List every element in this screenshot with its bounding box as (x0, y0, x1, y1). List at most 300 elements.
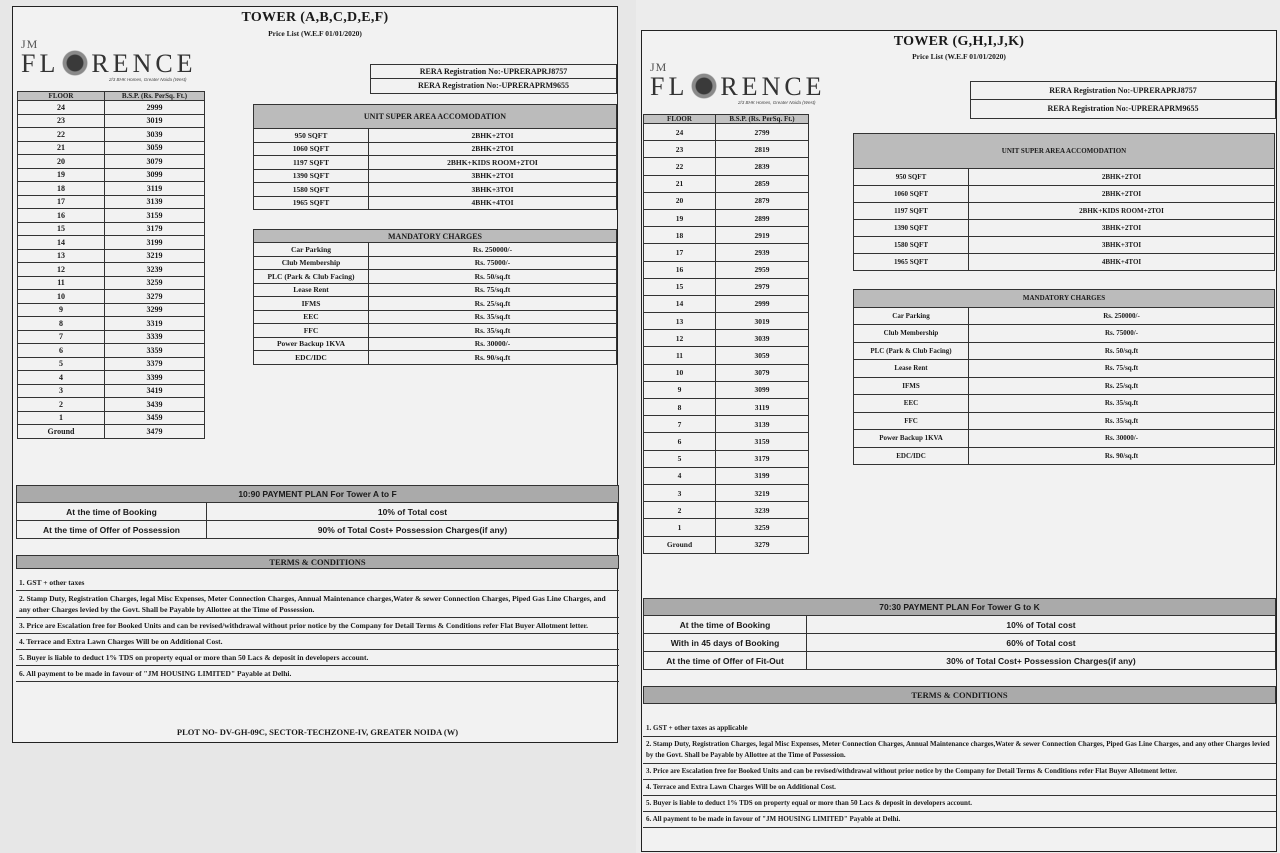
charge-name-cell: PLC (Park & Club Facing) (854, 342, 969, 360)
logo-name (650, 72, 826, 102)
floor-cell: 10 (18, 290, 105, 304)
floor-row (644, 192, 809, 209)
mandatory-charges-table (853, 289, 1275, 465)
floor-row (18, 114, 205, 128)
term-item: 2. Stamp Duty, Registration Charges, legal Misc Expenses, Meter Connection Charges, Annual Maintenance charges,Water & sewer Connection Charges, Piped Gas Line Charges, and any other Charges levied by the Govt. Shall be Payable by Allottee at the Time of Possession. (16, 591, 619, 618)
bsp-price-cell: 3119 (105, 182, 205, 196)
floor-cell: 1 (644, 519, 716, 536)
floor-row (18, 236, 205, 250)
charge-row (254, 297, 617, 311)
charge-row (854, 447, 1275, 465)
floor-cell: 14 (644, 295, 716, 312)
logo-jm-text: JM (650, 60, 668, 74)
unit-config-cell: 2BHK+KIDS ROOM+2TOI (969, 203, 1275, 220)
bsp-price-cell: 3099 (105, 168, 205, 182)
charge-name-cell: EEC (854, 395, 969, 413)
term-item: 6. All payment to be made in favour of "JM HOUSING LIMITED" Payable at Delhi. (16, 666, 619, 682)
unit-table-header: UNIT SUPER AREA ACCOMODATION (254, 105, 617, 129)
charge-name-cell: Lease Rent (254, 283, 369, 297)
charge-row (854, 430, 1275, 448)
floor-row (18, 344, 205, 358)
unit-area-cell: 1060 SQFT (254, 142, 369, 156)
unit-config-cell: 3BHK+3TOI (969, 237, 1275, 254)
payment-plan-header: 10:90 PAYMENT PLAN For Tower A to F (17, 486, 619, 503)
charge-name-cell: Car Parking (254, 243, 369, 257)
unit-area-cell: 950 SQFT (254, 129, 369, 143)
bsp-price-cell: 3279 (716, 536, 809, 553)
term-item: 2. Stamp Duty, Registration Charges, legal Misc Expenses, Meter Connection Charges, Annual Maintenance charges,Water & sewer Connection Charges, Piped Gas Line Charges, and any other Charges levied by the Govt. Shall be Payable by Allottee at the Time of Possession. (643, 737, 1276, 764)
unit-config-cell: 2BHK+2TOI (969, 169, 1275, 186)
payment-plan-table (643, 598, 1276, 670)
bsp-price-cell: 3299 (105, 303, 205, 317)
charge-amount-cell: Rs. 75/sq.ft (969, 360, 1275, 378)
term-item: 4. Terrace and Extra Lawn Charges Will be on Additional Cost. (643, 780, 1276, 796)
bsp-price-cell: 3439 (105, 398, 205, 412)
floor-column-header: FLOOR (18, 92, 105, 101)
charge-amount-cell: Rs. 35/sq.ft (969, 412, 1275, 430)
logo-name (21, 49, 197, 79)
bsp-price-cell: 3179 (716, 450, 809, 467)
bsp-price-cell: 2999 (716, 295, 809, 312)
charge-row (254, 283, 617, 297)
floor-cell: Ground (644, 536, 716, 553)
floor-row (18, 290, 205, 304)
bsp-price-cell: 3219 (105, 249, 205, 263)
page-title: TOWER (G,H,I,J,K) (893, 34, 1025, 49)
bsp-price-cell: 2799 (716, 124, 809, 141)
floor-row (644, 347, 809, 364)
floor-cell: 6 (644, 433, 716, 450)
charge-row (854, 342, 1275, 360)
plan-stage-cell: With in 45 days of Booking (644, 634, 807, 652)
unit-config-cell: 2BHK+2TOI (369, 142, 617, 156)
bsp-column-header: B.S.P. (Rs. PerSq. Ft.) (105, 92, 205, 101)
rera-registration-1: RERA Registration No:-UPRERAPRJ8757 (970, 81, 1276, 100)
floor-cell: 8 (18, 317, 105, 331)
bsp-price-cell: 2839 (716, 158, 809, 175)
unit-config-cell: 2BHK+2TOI (369, 129, 617, 143)
floor-cell: 16 (644, 261, 716, 278)
floor-cell: 3 (644, 484, 716, 501)
unit-row (254, 129, 617, 143)
unit-area-cell: 1965 SQFT (854, 254, 969, 271)
floor-row (644, 484, 809, 501)
charge-amount-cell: Rs. 30000/- (369, 337, 617, 351)
bsp-price-cell: 3199 (105, 236, 205, 250)
charge-row (854, 307, 1275, 325)
floor-cell: 23 (644, 141, 716, 158)
floor-cell: 8 (644, 399, 716, 416)
terms-header: TERMS & CONDITIONS (643, 686, 1276, 704)
price-list-date: Price List (W.E.F 01/01/2020) (268, 29, 362, 38)
charge-row (854, 325, 1275, 343)
bsp-price-cell: 2879 (716, 192, 809, 209)
charge-name-cell: Club Membership (854, 325, 969, 343)
unit-row (254, 196, 617, 210)
floor-cell: 9 (18, 303, 105, 317)
unit-table-header: UNIT SUPER AREA ACCOMODATION (854, 134, 1275, 169)
unit-area-cell: 1060 SQFT (854, 186, 969, 203)
plan-row (644, 634, 1276, 652)
floor-cell: 2 (18, 398, 105, 412)
floor-cell: 18 (644, 227, 716, 244)
floor-cell: 15 (18, 222, 105, 236)
charge-row (254, 270, 617, 284)
floor-row (18, 209, 205, 223)
floor-row (644, 158, 809, 175)
plan-stage-cell: At the time of Offer of Fit-Out (644, 652, 807, 670)
bsp-price-cell: 3239 (716, 502, 809, 519)
floor-cell: 17 (18, 195, 105, 209)
plan-amount-cell: 60% of Total cost (807, 634, 1276, 652)
unit-area-cell: 1390 SQFT (854, 220, 969, 237)
bsp-price-cell: 3339 (105, 330, 205, 344)
floor-cell: 24 (18, 101, 105, 115)
charge-amount-cell: Rs. 30000/- (969, 430, 1275, 448)
floor-row (644, 467, 809, 484)
bsp-price-cell: 3059 (716, 347, 809, 364)
charge-name-cell: FFC (854, 412, 969, 430)
floor-cell: Ground (18, 425, 105, 439)
unit-config-cell: 4BHK+4TOI (369, 196, 617, 210)
floor-row (18, 195, 205, 209)
floor-column-header: FLOOR (644, 115, 716, 124)
bsp-price-cell: 3319 (105, 317, 205, 331)
unit-row (854, 186, 1275, 203)
floor-cell: 2 (644, 502, 716, 519)
bsp-price-cell: 2979 (716, 278, 809, 295)
unit-config-cell: 2BHK+2TOI (969, 186, 1275, 203)
plot-address: PLOT NO- DV-GH-09C, SECTOR-TECHZONE-IV, GREATER NOIDA (W) (176, 727, 459, 737)
floor-cell: 22 (18, 128, 105, 142)
flower-icon (689, 73, 719, 99)
terms-list (16, 575, 619, 682)
floor-row (644, 399, 809, 416)
logo-tagline: 2/3 BHK Homes, Greater Noida (West) (738, 100, 816, 105)
floor-cell: 9 (644, 381, 716, 398)
charge-row (854, 395, 1275, 413)
charge-name-cell: Club Membership (254, 256, 369, 270)
floor-cell: 10 (644, 364, 716, 381)
floor-row (644, 313, 809, 330)
charge-name-cell: Lease Rent (854, 360, 969, 378)
payment-plan-table (16, 485, 619, 539)
term-item: 3. Price are Escalation free for Booked Units and can be revised/withdrawal without prior notice by the Company for Detail Terms & Conditions refer Flat Buyer Allotment letter. (643, 764, 1276, 780)
floor-row (18, 384, 205, 398)
unit-config-cell: 3BHK+3TOI (369, 183, 617, 197)
floor-cell: 7 (18, 330, 105, 344)
logo-name-post: RENCE (720, 72, 826, 101)
plan-amount-cell: 90% of Total Cost+ Possession Charges(if any) (207, 521, 619, 539)
unit-row (854, 169, 1275, 186)
term-item: 4. Terrace and Extra Lawn Charges Will be on Additional Cost. (16, 634, 619, 650)
floor-row (18, 398, 205, 412)
bsp-price-cell: 3479 (105, 425, 205, 439)
floor-cell: 14 (18, 236, 105, 250)
bsp-price-cell: 3159 (105, 209, 205, 223)
price-list-sheet-tower-a-f (12, 6, 618, 743)
floor-cell: 23 (18, 114, 105, 128)
unit-area-cell: 1197 SQFT (854, 203, 969, 220)
charge-amount-cell: Rs. 25/sq.ft (369, 297, 617, 311)
floor-row (644, 416, 809, 433)
charge-name-cell: Power Backup 1KVA (254, 337, 369, 351)
bsp-price-cell: 2919 (716, 227, 809, 244)
unit-accommodation-table (853, 133, 1275, 271)
floor-cell: 5 (644, 450, 716, 467)
jm-florence-logo (17, 37, 257, 87)
floor-row (644, 519, 809, 536)
floor-row (644, 295, 809, 312)
plan-row (644, 616, 1276, 634)
bsp-price-cell: 3139 (105, 195, 205, 209)
floor-price-table (643, 114, 809, 554)
rera-registration-2: RERA Registration No:-UPRERAPRM9655 (970, 100, 1276, 119)
floor-cell: 21 (18, 141, 105, 155)
charge-name-cell: EDC/IDC (854, 447, 969, 465)
bsp-price-cell: 2899 (716, 209, 809, 226)
plan-stage-cell: At the time of Booking (644, 616, 807, 634)
floor-cell: 11 (18, 276, 105, 290)
charges-table-header: MANDATORY CHARGES (854, 290, 1275, 308)
bsp-price-cell: 2999 (105, 101, 205, 115)
charge-row (254, 243, 617, 257)
floor-cell: 13 (18, 249, 105, 263)
charge-name-cell: EEC (254, 310, 369, 324)
unit-config-cell: 4BHK+4TOI (969, 254, 1275, 271)
bsp-price-cell: 3379 (105, 357, 205, 371)
floor-row (18, 101, 205, 115)
floor-row (18, 411, 205, 425)
bsp-price-cell: 3079 (105, 155, 205, 169)
charge-name-cell: PLC (Park & Club Facing) (254, 270, 369, 284)
charge-amount-cell: Rs. 35/sq.ft (369, 324, 617, 338)
bsp-price-cell: 3099 (716, 381, 809, 398)
plan-amount-cell: 10% of Total cost (207, 503, 619, 521)
floor-cell: 17 (644, 244, 716, 261)
page-title: TOWER (A,B,C,D,E,F) (241, 10, 389, 25)
charge-amount-cell: Rs. 50/sq.ft (969, 342, 1275, 360)
bsp-price-cell: 3279 (105, 290, 205, 304)
floor-cell: 19 (18, 168, 105, 182)
floor-price-table (17, 91, 205, 439)
floor-cell: 21 (644, 175, 716, 192)
floor-cell: 4 (18, 371, 105, 385)
charge-amount-cell: Rs. 90/sq.ft (369, 351, 617, 365)
bsp-price-cell: 3039 (716, 330, 809, 347)
floor-row (644, 364, 809, 381)
unit-row (254, 169, 617, 183)
plan-amount-cell: 30% of Total Cost+ Possession Charges(if any) (807, 652, 1276, 670)
price-list-date: Price List (W.E.F 01/01/2020) (912, 52, 1006, 61)
floor-cell: 12 (644, 330, 716, 347)
charge-row (254, 324, 617, 338)
unit-config-cell: 3BHK+2TOI (969, 220, 1275, 237)
floor-cell: 1 (18, 411, 105, 425)
floor-cell: 22 (644, 158, 716, 175)
floor-row (18, 425, 205, 439)
term-item: 6. All payment to be made in favour of "JM HOUSING LIMITED" Payable at Delhi. (643, 812, 1276, 828)
bsp-price-cell: 2939 (716, 244, 809, 261)
charge-name-cell: IFMS (854, 377, 969, 395)
plan-stage-cell: At the time of Booking (17, 503, 207, 521)
bsp-price-cell: 3139 (716, 416, 809, 433)
floor-row (18, 357, 205, 371)
term-item: 1. GST + other taxes as applicable (643, 721, 1276, 737)
charge-row (254, 337, 617, 351)
rera-registration-1: RERA Registration No:-UPRERAPRJ8757 (370, 64, 617, 79)
floor-cell: 16 (18, 209, 105, 223)
unit-row (254, 142, 617, 156)
plan-row (17, 503, 619, 521)
floor-row (18, 317, 205, 331)
logo-name-post: RENCE (91, 49, 197, 78)
floor-cell: 6 (18, 344, 105, 358)
bsp-price-cell: 3259 (105, 276, 205, 290)
floor-row (18, 371, 205, 385)
charge-amount-cell: Rs. 250000/- (369, 243, 617, 257)
term-item: 1. GST + other taxes (16, 575, 619, 591)
rera-registration-2: RERA Registration No:-UPRERAPRM9655 (370, 79, 617, 94)
floor-cell: 13 (644, 313, 716, 330)
logo-name-pre: FL (21, 49, 60, 78)
charge-row (254, 256, 617, 270)
charge-name-cell: IFMS (254, 297, 369, 311)
jm-florence-logo (646, 60, 886, 110)
payment-plan-header: 70:30 PAYMENT PLAN For Tower G to K (644, 599, 1276, 616)
plan-row (644, 652, 1276, 670)
logo-jm-text: JM (21, 37, 39, 51)
floor-cell: 15 (644, 278, 716, 295)
unit-area-cell: 1965 SQFT (254, 196, 369, 210)
floor-cell: 19 (644, 209, 716, 226)
floor-cell: 24 (644, 124, 716, 141)
floor-cell: 4 (644, 467, 716, 484)
floor-row (18, 182, 205, 196)
bsp-price-cell: 2959 (716, 261, 809, 278)
bsp-price-cell: 3079 (716, 364, 809, 381)
bsp-price-cell: 3159 (716, 433, 809, 450)
floor-row (644, 330, 809, 347)
floor-row (644, 502, 809, 519)
flower-icon (60, 50, 90, 76)
floor-cell: 11 (644, 347, 716, 364)
floor-row (18, 222, 205, 236)
bsp-price-cell: 3039 (105, 128, 205, 142)
unit-config-cell: 2BHK+KIDS ROOM+2TOI (369, 156, 617, 170)
floor-row (644, 244, 809, 261)
unit-row (854, 220, 1275, 237)
bsp-price-cell: 3119 (716, 399, 809, 416)
charge-row (854, 377, 1275, 395)
bsp-price-cell: 3219 (716, 484, 809, 501)
bsp-price-cell: 3259 (716, 519, 809, 536)
plan-stage-cell: At the time of Offer of Possession (17, 521, 207, 539)
floor-row (644, 536, 809, 553)
unit-area-cell: 950 SQFT (854, 169, 969, 186)
unit-area-cell: 1390 SQFT (254, 169, 369, 183)
floor-row (18, 128, 205, 142)
floor-row (644, 381, 809, 398)
mandatory-charges-table (253, 229, 617, 365)
charge-amount-cell: Rs. 25/sq.ft (969, 377, 1275, 395)
unit-area-cell: 1197 SQFT (254, 156, 369, 170)
charge-row (854, 412, 1275, 430)
charge-row (254, 351, 617, 365)
floor-cell: 20 (644, 192, 716, 209)
charge-name-cell: Car Parking (854, 307, 969, 325)
charge-name-cell: Power Backup 1KVA (854, 430, 969, 448)
terms-header: TERMS & CONDITIONS (16, 555, 619, 569)
bsp-price-cell: 2859 (716, 175, 809, 192)
unit-row (854, 237, 1275, 254)
floor-row (644, 209, 809, 226)
charge-amount-cell: Rs. 50/sq.ft (369, 270, 617, 284)
floor-row (644, 278, 809, 295)
charge-amount-cell: Rs. 75000/- (369, 256, 617, 270)
charge-amount-cell: Rs. 35/sq.ft (369, 310, 617, 324)
floor-row (644, 141, 809, 158)
term-item: 5. Buyer is liable to deduct 1% TDS on property equal or more than 50 Lacs & deposit in developers account. (16, 650, 619, 666)
bsp-price-cell: 3239 (105, 263, 205, 277)
floor-row (644, 124, 809, 141)
rera-registration-block (970, 81, 1276, 119)
charge-name-cell: FFC (254, 324, 369, 338)
floor-row (18, 263, 205, 277)
bsp-price-cell: 3359 (105, 344, 205, 358)
floor-row (18, 155, 205, 169)
floor-row (18, 141, 205, 155)
bsp-price-cell: 3459 (105, 411, 205, 425)
charge-amount-cell: Rs. 75/sq.ft (369, 283, 617, 297)
charge-row (854, 360, 1275, 378)
bsp-price-cell: 2819 (716, 141, 809, 158)
unit-config-cell: 3BHK+2TOI (369, 169, 617, 183)
floor-cell: 3 (18, 384, 105, 398)
term-item: 5. Buyer is liable to deduct 1% TDS on property equal or more than 50 Lacs & deposit in developers account. (643, 796, 1276, 812)
charges-table-header: MANDATORY CHARGES (254, 230, 617, 243)
charge-amount-cell: Rs. 35/sq.ft (969, 395, 1275, 413)
floor-cell: 20 (18, 155, 105, 169)
plan-amount-cell: 10% of Total cost (807, 616, 1276, 634)
charge-amount-cell: Rs. 75000/- (969, 325, 1275, 343)
unit-row (854, 203, 1275, 220)
floor-cell: 18 (18, 182, 105, 196)
floor-cell: 7 (644, 416, 716, 433)
unit-row (254, 156, 617, 170)
bsp-price-cell: 3419 (105, 384, 205, 398)
charge-row (254, 310, 617, 324)
floor-row (18, 303, 205, 317)
bsp-price-cell: 3399 (105, 371, 205, 385)
rera-registration-block (370, 64, 617, 94)
terms-list (643, 721, 1276, 828)
floor-row (18, 168, 205, 182)
charge-amount-cell: Rs. 250000/- (969, 307, 1275, 325)
unit-area-cell: 1580 SQFT (854, 237, 969, 254)
floor-row (644, 227, 809, 244)
bsp-price-cell: 3019 (105, 114, 205, 128)
floor-row (644, 433, 809, 450)
floor-row (18, 330, 205, 344)
bsp-column-header: B.S.P. (Rs. PerSq. Ft.) (716, 115, 809, 124)
plan-row (17, 521, 619, 539)
bsp-price-cell: 3179 (105, 222, 205, 236)
logo-name-pre: FL (650, 72, 689, 101)
floor-cell: 12 (18, 263, 105, 277)
unit-row (854, 254, 1275, 271)
bsp-price-cell: 3059 (105, 141, 205, 155)
